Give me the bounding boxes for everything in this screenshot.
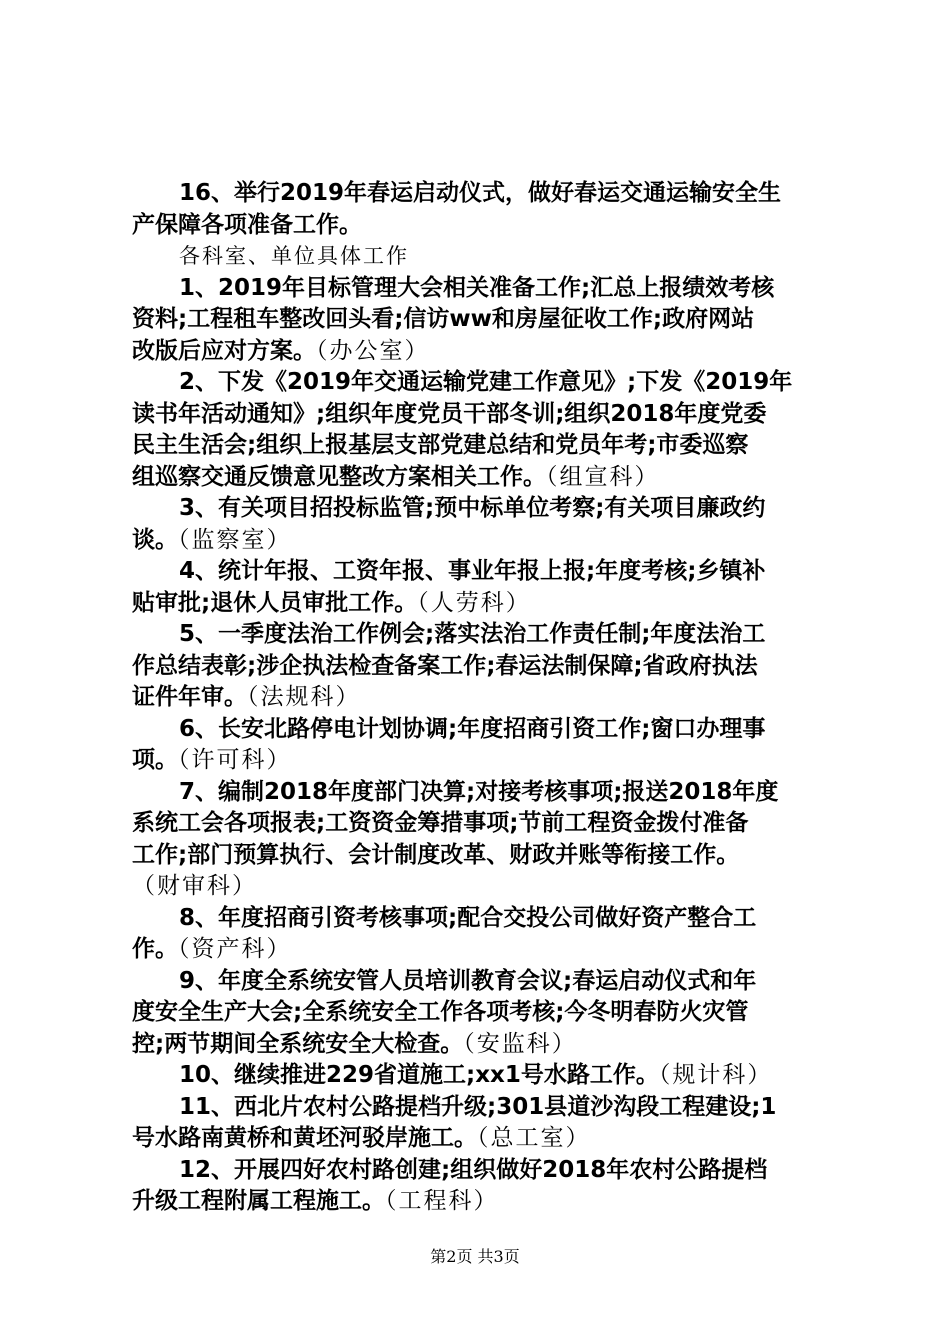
work-item-line bbox=[132, 714, 840, 746]
work-item-text: 8、年度招商引资考核事项;配合交投公司做好资产整合工 bbox=[179, 904, 757, 931]
work-item-line bbox=[132, 808, 840, 840]
work-item-line bbox=[132, 1029, 840, 1061]
work-item-text: 4、统计年报、工资年报、事业年报上报;年度考核;乡镇补 bbox=[179, 558, 766, 584]
work-item-text: 度安全生产大会;全系统安全工作各项考核;今冬明春防火灾管 bbox=[132, 999, 749, 1025]
work-item bbox=[132, 1060, 840, 1092]
work-item-text: 升级工程附属工程施工。 bbox=[132, 1188, 385, 1214]
work-item-text: 读书年活动通知》;组织年度党员干部冬训;组织2018年度党委 bbox=[132, 400, 767, 427]
department-label: （财审科） bbox=[132, 873, 257, 899]
work-item-text: 5、一季度法治工作例会;落实法治工作责任制;年度法治工 bbox=[179, 621, 766, 647]
work-item-text: 2、下发《2019年交通运输党建工作意见》;下发《2019年 bbox=[179, 369, 793, 395]
work-item-text: 7、编制2018年度部门决算;对接考核事项;报送2018年度 bbox=[179, 778, 779, 805]
work-item-text: 1、2019年目标管理大会相关准备工作;汇总上报绩效考核 bbox=[179, 274, 775, 301]
work-item bbox=[132, 777, 840, 903]
department-label: （办公室） bbox=[316, 337, 430, 364]
work-item-text: 号水路南黄桥和黄坯河驳岸施工。 bbox=[132, 1125, 477, 1151]
department-label: （安监科） bbox=[463, 1030, 577, 1057]
work-item bbox=[132, 619, 840, 714]
paragraph-16-line-1: 16、举行2019年春运启动仪式，做好春运交通运输安全生 bbox=[179, 180, 782, 206]
department-label: （组宣科） bbox=[546, 463, 660, 490]
work-item-line bbox=[132, 493, 840, 525]
work-item bbox=[132, 273, 840, 368]
work-item-text: 工作;部门预算执行、会计制度改革、财政并账等衔接工作。 bbox=[132, 841, 740, 868]
department-label: （法规科） bbox=[247, 684, 361, 710]
department-label: （监察室） bbox=[178, 526, 292, 553]
department-label: （资产科） bbox=[178, 936, 292, 962]
work-item-line bbox=[132, 871, 840, 903]
work-items-list bbox=[132, 273, 840, 1218]
work-item-text: 贴审批;退休人员审批工作。 bbox=[132, 589, 418, 616]
work-item-line bbox=[132, 1092, 840, 1124]
work-item bbox=[132, 1092, 840, 1155]
work-item-line bbox=[132, 745, 840, 777]
work-item-line bbox=[132, 525, 840, 557]
work-item-line bbox=[132, 966, 840, 998]
work-item-text: 6、长安北路停电计划协调;年度招商引资工作;窗口办理事 bbox=[179, 715, 766, 742]
work-item-text: 12、开展四好农村路创建;组织做好2018年农村公路提档 bbox=[179, 1156, 768, 1183]
work-item-line bbox=[132, 336, 840, 368]
work-item-line bbox=[132, 1186, 840, 1218]
work-item bbox=[132, 966, 840, 1061]
department-label: （工程科） bbox=[385, 1188, 499, 1214]
work-item-line bbox=[132, 588, 840, 620]
work-item-text: 9、年度全系统安管人员培训教育会议;春运启动仪式和年 bbox=[179, 967, 757, 994]
work-item-text: 谈。 bbox=[132, 526, 178, 553]
department-label: （总工室） bbox=[477, 1125, 591, 1151]
work-item bbox=[132, 1155, 840, 1218]
work-item-text: 组巡察交通反馈意见整改方案相关工作。 bbox=[132, 463, 546, 490]
work-item-text: 控;两节期间全系统安全大检查。 bbox=[132, 1030, 464, 1057]
work-item-line bbox=[132, 934, 840, 966]
section-heading: 各科室、单位具体工作 bbox=[179, 244, 409, 268]
work-item bbox=[132, 367, 840, 493]
work-item bbox=[132, 493, 840, 556]
page-footer: 第2页 共3页 bbox=[430, 1247, 520, 1266]
work-item-line bbox=[132, 619, 840, 651]
work-item-line bbox=[132, 304, 840, 336]
work-item-text: 改版后应对方案。 bbox=[132, 337, 316, 364]
work-item-line bbox=[132, 682, 840, 714]
department-label: （许可科） bbox=[178, 747, 292, 773]
work-item-text: 11、西北片农村公路提档升级;301县道沙沟段工程建设;1 bbox=[179, 1093, 777, 1120]
work-item-line bbox=[132, 840, 840, 872]
work-item-text: 作。 bbox=[132, 936, 178, 962]
work-item-line bbox=[132, 367, 840, 399]
work-item-line bbox=[132, 1060, 840, 1092]
work-item bbox=[132, 556, 840, 619]
work-item-text: 作总结表彰;涉企执法检查备案工作;春运法制保障;省政府执法 bbox=[132, 652, 758, 679]
work-item-line bbox=[132, 1155, 840, 1187]
work-item-line bbox=[132, 556, 840, 588]
department-label: （规计科） bbox=[658, 1062, 773, 1088]
work-item-text: 10、继续推进229省道施工;xx1号水路工作。 bbox=[179, 1062, 659, 1088]
department-label: （人劳科） bbox=[417, 589, 531, 616]
work-item bbox=[132, 714, 840, 777]
work-item-text: 资料;工程租车整改回头看;信访ww和房屋征收工作;政府网站 bbox=[132, 306, 755, 332]
work-item-line bbox=[132, 273, 840, 305]
paragraph-16-line-2: 产保障各项准备工作。 bbox=[132, 211, 362, 238]
work-item-line bbox=[132, 399, 840, 431]
work-item-line bbox=[132, 997, 840, 1029]
work-item-line bbox=[132, 462, 840, 494]
work-item-text: 民主生活会;组织上报基层支部党建总结和党员年考;市委巡察 bbox=[132, 432, 749, 458]
work-item-line bbox=[132, 777, 840, 809]
work-item-line bbox=[132, 430, 840, 462]
work-item-text: 系统工会各项报表;工资资金筹措事项;节前工程资金拨付准备 bbox=[132, 810, 749, 836]
work-item bbox=[132, 903, 840, 966]
work-item-line bbox=[132, 903, 840, 935]
work-item-text: 3、有关项目招投标监管;预中标单位考察;有关项目廉政约 bbox=[179, 495, 766, 521]
work-item-line bbox=[132, 1123, 840, 1155]
work-item-text: 证件年审。 bbox=[132, 684, 247, 710]
work-item-text: 项。 bbox=[132, 747, 178, 773]
work-item-line bbox=[132, 651, 840, 683]
